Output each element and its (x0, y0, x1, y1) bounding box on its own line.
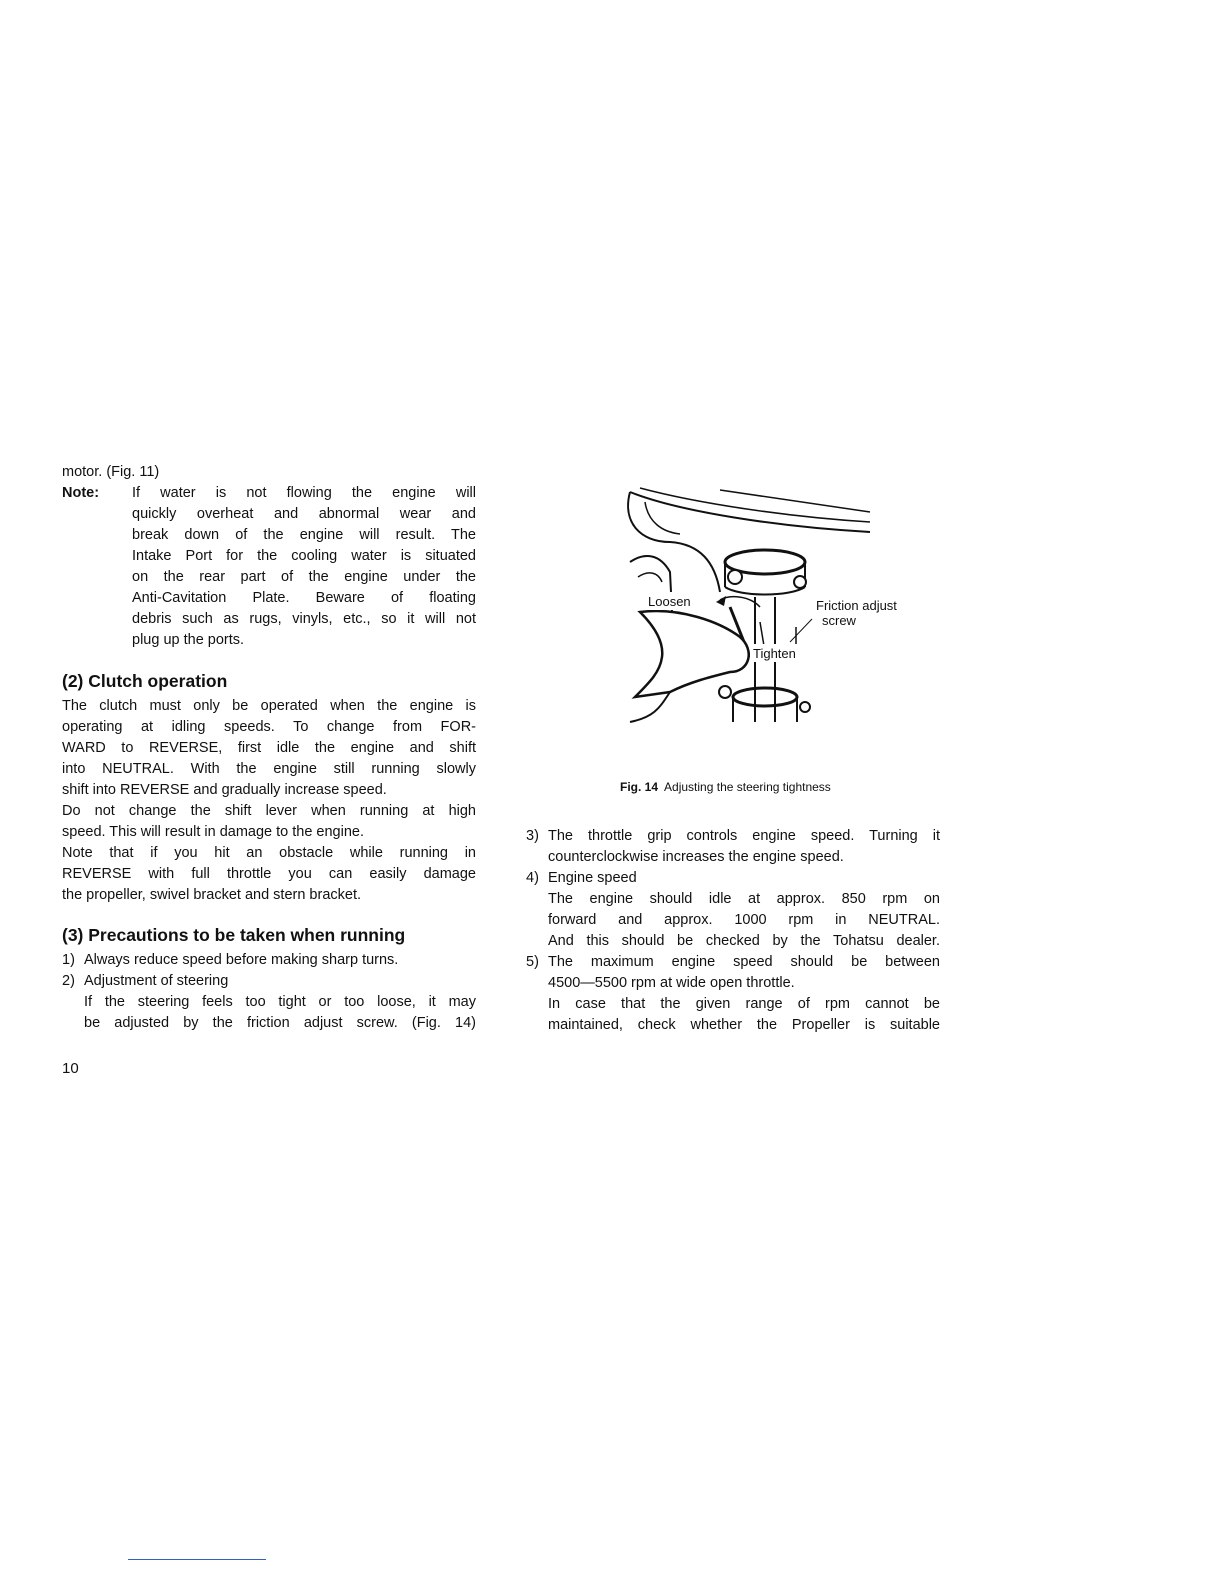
clutch-line: The clutch must only be operated when the engine is (62, 698, 476, 714)
list-item (62, 971, 476, 1034)
bolt (794, 576, 806, 588)
clutch-line: shift into REVERSE and gradually increase speed. (62, 782, 387, 798)
figure-caption (620, 780, 831, 794)
item-title: Adjustment of steering (84, 973, 229, 989)
clutch-line: Do not change the shift lever when running at high (62, 803, 476, 819)
clamp-band (725, 587, 805, 595)
item-line: The engine should idle at approx. 850 rpm on (548, 891, 940, 907)
item-line: In case that the given range of rpm cannot be (548, 996, 940, 1012)
clutch-paragraph (62, 696, 476, 906)
label-loosen: Loosen (648, 594, 691, 609)
item-number: 3) (526, 828, 539, 844)
steering-figure (600, 482, 930, 742)
list-item (526, 952, 940, 1036)
section-heading-precautions: (3) Precautions to be taken when running (62, 925, 406, 945)
bracket-outline (628, 492, 720, 592)
list-item (526, 868, 940, 952)
item-line: counterclockwise increases the engine speed. (548, 849, 844, 865)
clutch-line: REVERSE with full throttle you can easily damage (62, 866, 476, 882)
note-line: If water is not flowing the engine will (132, 485, 476, 501)
item-line: If the steering feels too tight or too loose, it may (84, 994, 476, 1010)
note-block (62, 483, 476, 651)
hand (635, 611, 749, 697)
item-number: 2) (62, 973, 75, 989)
item-title: Engine speed (548, 870, 637, 886)
clutch-line: the propeller, swivel bracket and stern bracket. (62, 887, 362, 903)
note-line: Anti-Cavitation Plate. Beware of floating (132, 590, 476, 606)
note-body (132, 483, 476, 651)
left-column (62, 462, 476, 1034)
bolt (728, 570, 742, 584)
figure-caption-text: Adjusting the steering tightness (664, 780, 831, 794)
label-screw: screw (822, 613, 856, 628)
bracket-outline (645, 502, 680, 534)
bolt (800, 702, 810, 712)
page-number: 10 (62, 1060, 79, 1077)
intro-line: motor. (Fig. 11) (62, 464, 160, 480)
right-column (526, 826, 940, 1036)
item-text: Always reduce speed before making sharp turns. (84, 952, 399, 968)
note-line: plug up the ports. (132, 632, 245, 648)
cowling-line (630, 492, 870, 532)
label-friction-adjust: Friction adjust (816, 598, 897, 613)
blue-rule-divider (128, 1559, 266, 1560)
note-line: break down of the engine will result. The (132, 527, 476, 543)
lower-clamp (733, 688, 797, 706)
item-line: forward and approx. 1000 rpm in NEUTRAL. (548, 912, 940, 928)
note-line: Intake Port for the cooling water is situated (132, 548, 476, 564)
note-label: Note: (62, 485, 100, 501)
figure-caption-prefix: Fig. 14 (620, 780, 659, 794)
label-tighten: Tighten (753, 646, 796, 661)
arrow-head (716, 596, 726, 606)
leader-line (790, 619, 812, 642)
item-number: 5) (526, 954, 539, 970)
item-number: 4) (526, 870, 539, 886)
note-line: debris such as rugs, vinyls, etc., so it will not (132, 611, 476, 627)
clutch-line: WARD to REVERSE, first idle the engine and shift (62, 740, 476, 756)
note-line: on the rear part of the engine under the (132, 569, 476, 585)
item-line: And this should be checked by the Tohatsu dealer. (548, 933, 940, 949)
clamp-band (733, 697, 797, 722)
item-line: be adjusted by the friction adjust screw. (Fig. 14) (84, 1015, 476, 1031)
note-line: quickly overheat and abnormal wear and (132, 506, 476, 522)
clutch-line: operating at idling speeds. To change from FOR- (62, 719, 476, 735)
bolt (719, 686, 731, 698)
item-line: The maximum engine speed should be between (548, 954, 940, 970)
clutch-line: speed. This will result in damage to the engine. (62, 824, 364, 840)
clutch-line: into NEUTRAL. With the engine still running slowly (62, 761, 476, 777)
item-line: maintained, check whether the Propeller is suitable (548, 1017, 940, 1033)
item-line: The throttle grip controls engine speed. Turning it (548, 828, 940, 844)
hose (638, 573, 662, 582)
list-item (526, 826, 940, 868)
item-line: 4500—5500 rpm at wide open throttle. (548, 975, 795, 991)
section-heading-clutch: (2) Clutch operation (62, 671, 228, 691)
clutch-line: Note that if you hit an obstacle while running in (62, 845, 476, 861)
list-item (62, 950, 476, 971)
item-number: 1) (62, 952, 75, 968)
